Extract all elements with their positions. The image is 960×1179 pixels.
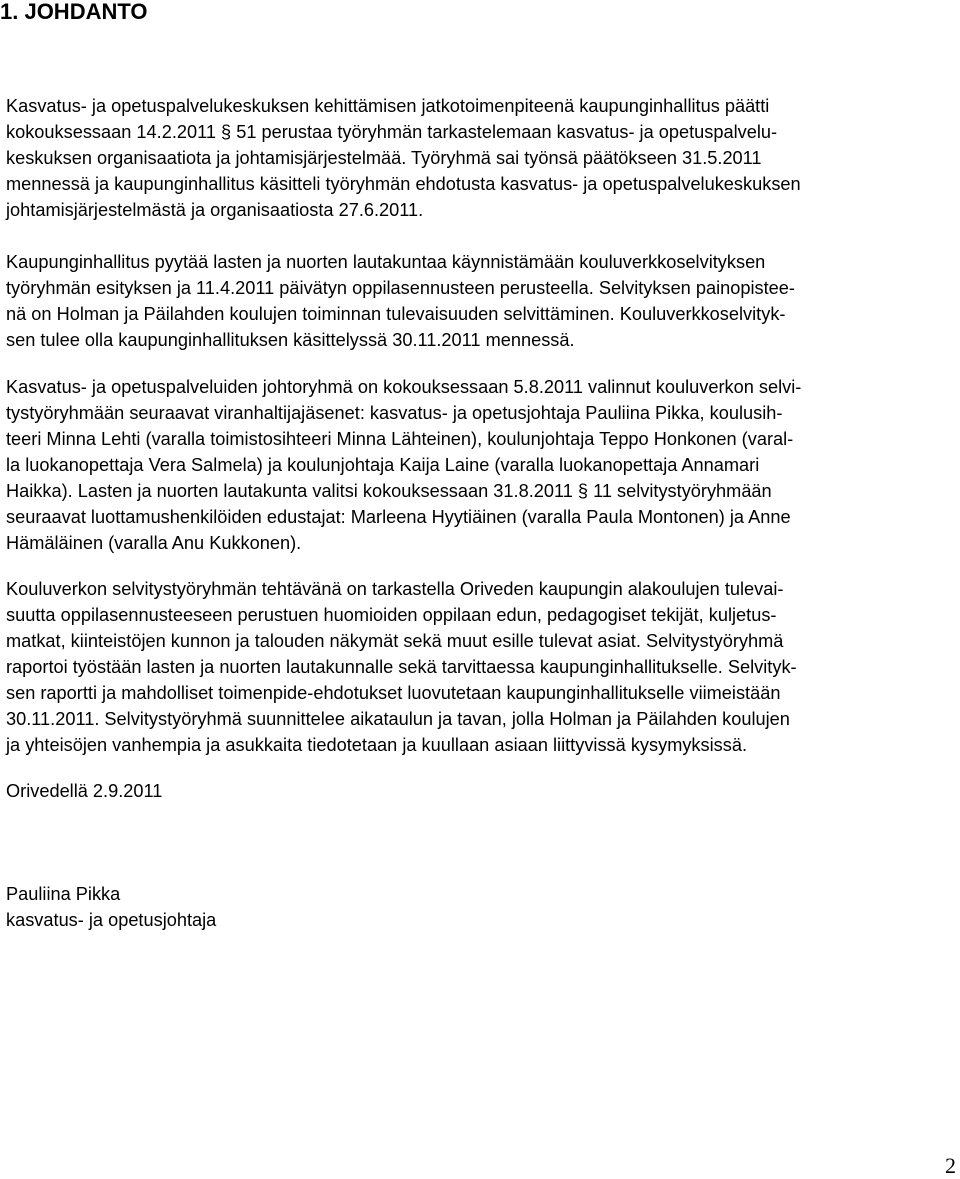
paragraph-3 (6, 374, 956, 556)
paragraph-4 (6, 576, 956, 758)
place-date: Orivedellä 2.9.2011 (6, 781, 163, 801)
paragraph-line: ja yhteisöjen vanhempia ja asukkaita tiedotetaan ja kuullaan asiaan liittyvissä kysymyksissä. (6, 735, 748, 755)
paragraph-line: 30.11.2011. Selvitystyöryhmä suunnittelee aikataulun ja tavan, jolla Holman ja Päilahden koulujen (6, 709, 790, 729)
paragraph-2 (6, 249, 956, 353)
paragraph-line: mennessä ja kaupunginhallitus käsitteli työryhmän ehdotusta kasvatus- ja opetuspalvelukeskuksen (6, 174, 801, 194)
paragraph-line: Kasvatus- ja opetuspalveluiden johtoryhmä on kokouksessaan 5.8.2011 valinnut kouluverkon selvi- (6, 377, 802, 397)
paragraph-line: kokouksessaan 14.2.2011 § 51 perustaa työryhmän tarkastelemaan kasvatus- ja opetuspalvelu- (6, 122, 778, 142)
paragraph-line: sen raportti ja mahdolliset toimenpide-ehdotukset luovutetaan kaupunginhallitukselle viimeistään (6, 683, 781, 703)
paragraph-line: teeri Minna Lehti (varalla toimistosihteeri Minna Lähteinen), koulunjohtaja Teppo Honkonen (varal- (6, 429, 794, 449)
paragraph-line: matkat, kiinteistöjen kunnon ja talouden näkymät sekä muut esille tulevat asiat. Selvitystyöryhmä (6, 631, 784, 651)
paragraph-line: sen tulee olla kaupunginhallituksen käsittelyssä 30.11.2011 mennessä. (6, 330, 575, 350)
signature-block (6, 881, 216, 933)
paragraph-line: tystyöryhmään seuraavat viranhaltijajäsenet: kasvatus- ja opetusjohtaja Pauliina Pikka, koulusih- (6, 403, 783, 423)
paragraph-line: raportoi työstään lasten ja nuorten lautakunnalle sekä tarvittaessa kaupunginhallitukselle. Selvityk- (6, 657, 797, 677)
paragraph-line: työryhmän esityksen ja 11.4.2011 päivätyn oppilasennusteen perusteella. Selvityksen painopistee- (6, 278, 795, 298)
paragraph-line: keskuksen organisaatiota ja johtamisjärjestelmää. Työryhmä sai työnsä päätökseen 31.5.2011 (6, 148, 762, 168)
paragraph-line: seuraavat luottamushenkilöiden edustajat: Marleena Hyytiäinen (varalla Paula Montonen) ja Anne (6, 507, 791, 527)
paragraph-line: Kasvatus- ja opetuspalvelukeskuksen kehittämisen jatkotoimenpiteenä kaupunginhallitus päätti (6, 96, 770, 116)
paragraph-line: suutta oppilasennusteeseen perustuen huomioiden oppilaan edun, pedagogiset tekijät, kuljetus- (6, 605, 777, 625)
signature-name: Pauliina Pikka (6, 884, 121, 904)
paragraph-line: la luokanopettaja Vera Salmela) ja koulunjohtaja Kaija Laine (varalla luokanopettaja Annamari (6, 455, 760, 475)
paragraph-line: nä on Holman ja Päilahden koulujen toiminnan tulevaisuuden selvittäminen. Kouluverkkoselvityk- (6, 304, 786, 324)
section-heading: 1. JOHDANTO (0, 0, 148, 24)
page-number: 2 (945, 1153, 956, 1178)
paragraph-1 (6, 93, 956, 223)
paragraph-line: Kouluverkon selvitystyöryhmän tehtävänä on tarkastella Oriveden kaupungin alakoulujen tulevai- (6, 579, 784, 599)
paragraph-line: Hämäläinen (varalla Anu Kukkonen). (6, 533, 302, 553)
paragraph-line: Haikka). Lasten ja nuorten lautakunta valitsi kokouksessaan 31.8.2011 § 11 selvitystyöryhmään (6, 481, 772, 501)
signature-title: kasvatus- ja opetusjohtaja (6, 910, 217, 930)
paragraph-line: johtamisjärjestelmästä ja organisaatiosta 27.6.2011. (6, 200, 424, 220)
paragraph-line: Kaupunginhallitus pyytää lasten ja nuorten lautakuntaa käynnistämään kouluverkkoselvityksen (6, 252, 766, 272)
